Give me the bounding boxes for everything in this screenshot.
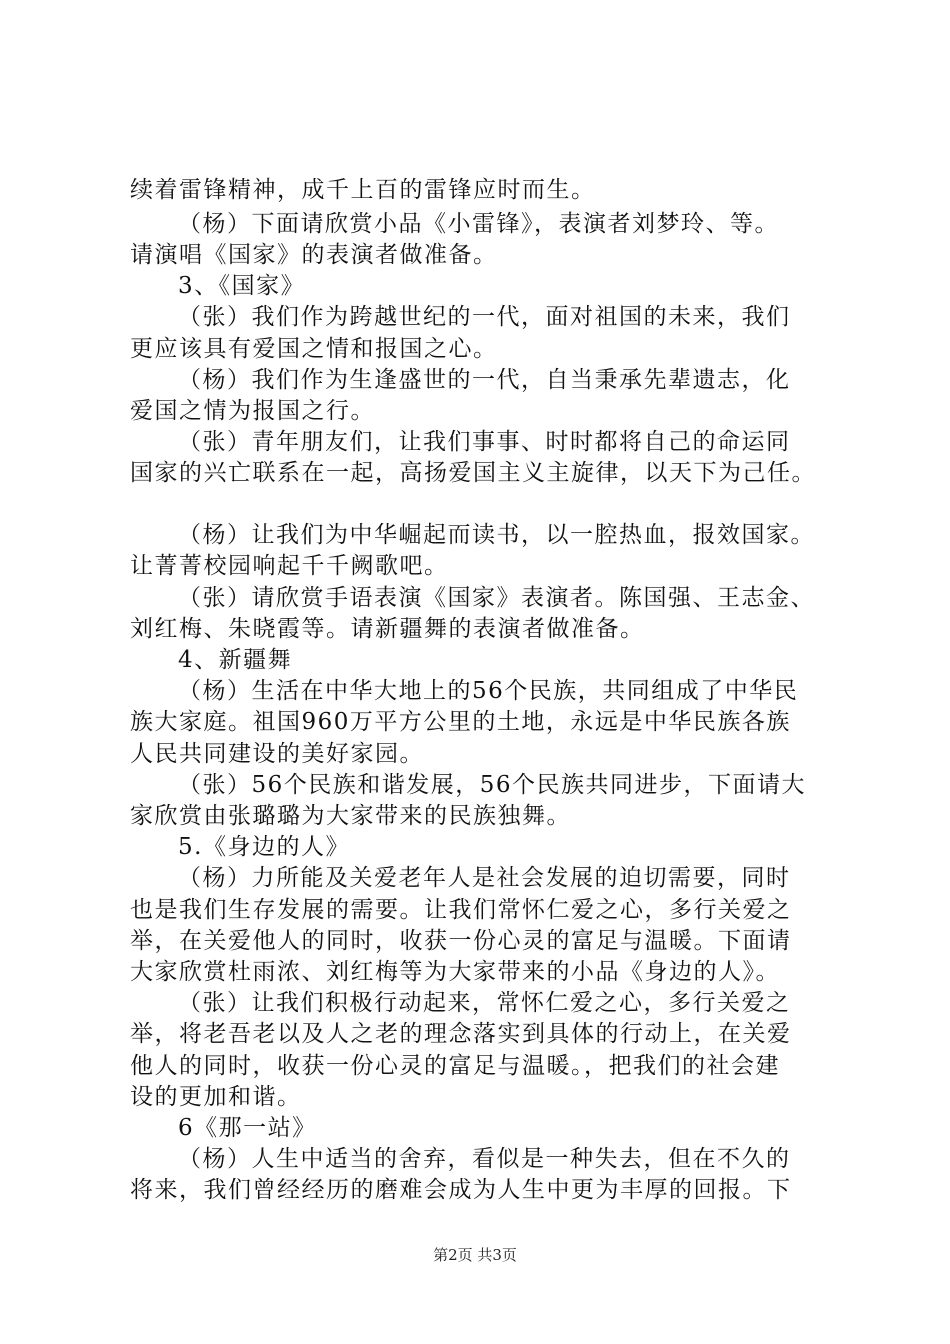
text-line: 大家欣赏杜雨浓、刘红梅等为大家带来的小品《身边的人》。	[130, 959, 780, 985]
text-line: 爱国之情为报国之行。	[130, 398, 375, 424]
section-heading: 6《那一站》	[178, 1115, 317, 1141]
text-line: 也是我们生存发展的需要。让我们常怀仁爱之心，多行关爱之	[130, 897, 792, 923]
text-line: （杨）让我们为中华崛起而读书，以一腔热血，报效国家。	[178, 522, 815, 548]
text-line: （杨）力所能及关爱老年人是社会发展的迫切需要，同时	[178, 865, 791, 891]
text-line: 人民共同建设的美好家园。	[130, 741, 424, 767]
text-line: 刘红梅、朱晓霞等。请新疆舞的表演者做准备。	[130, 616, 645, 642]
section-heading: 5.《身边的人》	[178, 834, 350, 860]
text-line: （杨）人生中适当的舍弃，看似是一种失去，但在不久的	[178, 1146, 791, 1172]
text-line: 让菁菁校园响起千千阙歌吧。	[130, 553, 449, 579]
text-line: （杨）生活在中华大地上的56个民族，共同组成了中华民	[178, 678, 799, 704]
text-line: 他人的同时，收获一份心灵的富足与温暖。，把我们的社会建	[130, 1053, 780, 1079]
text-line: 设的更加和谐。	[130, 1084, 302, 1110]
text-line: （张）青年朋友们，让我们事事、时时都将自己的命运同	[178, 429, 791, 455]
text-line: （张）56个民族和谐发展，56个民族共同进步，下面请大	[178, 772, 807, 798]
text-line: 族大家庭。祖国960万平方公里的土地，永远是中华民族各族	[130, 709, 791, 735]
page-footer: 第2页 共3页	[433, 1246, 517, 1264]
text-line: 举，将老吾老以及人之老的理念落实到具体的行动上，在关爱	[130, 1021, 792, 1047]
text-line: 家欣赏由张璐璐为大家带来的民族独舞。	[130, 803, 571, 829]
text-line: 续着雷锋精神，成千上百的雷锋应时而生。	[130, 177, 596, 203]
text-line: 国家的兴亡联系在一起，高扬爱国主义主旋律，以天下为己任。	[130, 460, 816, 486]
text-line: 将来，我们曾经经历的磨难会成为人生中更为丰厚的回报。下	[130, 1177, 792, 1203]
text-line: （张）请欣赏手语表演《国家》表演者。陈国强、王志金、	[178, 585, 815, 611]
text-line: （杨）下面请欣赏小品《小雷锋》，表演者刘梦玲、等。	[178, 211, 779, 237]
text-line: 请演唱《国家》的表演者做准备。	[130, 242, 498, 268]
section-heading: 3、《国家》	[178, 273, 306, 299]
text-line: （张）我们作为跨越世纪的一代，面对祖国的未来，我们	[178, 304, 791, 330]
section-heading: 4、新疆舞	[178, 647, 293, 673]
text-line: （杨）我们作为生逢盛世的一代，自当秉承先辈遗志，化	[178, 367, 791, 393]
text-line: 更应该具有爱国之情和报国之心。	[130, 336, 498, 362]
text-line: （张）让我们积极行动起来，常怀仁爱之心，多行关爱之	[178, 990, 791, 1016]
text-line: 举，在关爱他人的同时，收获一份心灵的富足与温暖。下面请	[130, 928, 792, 954]
